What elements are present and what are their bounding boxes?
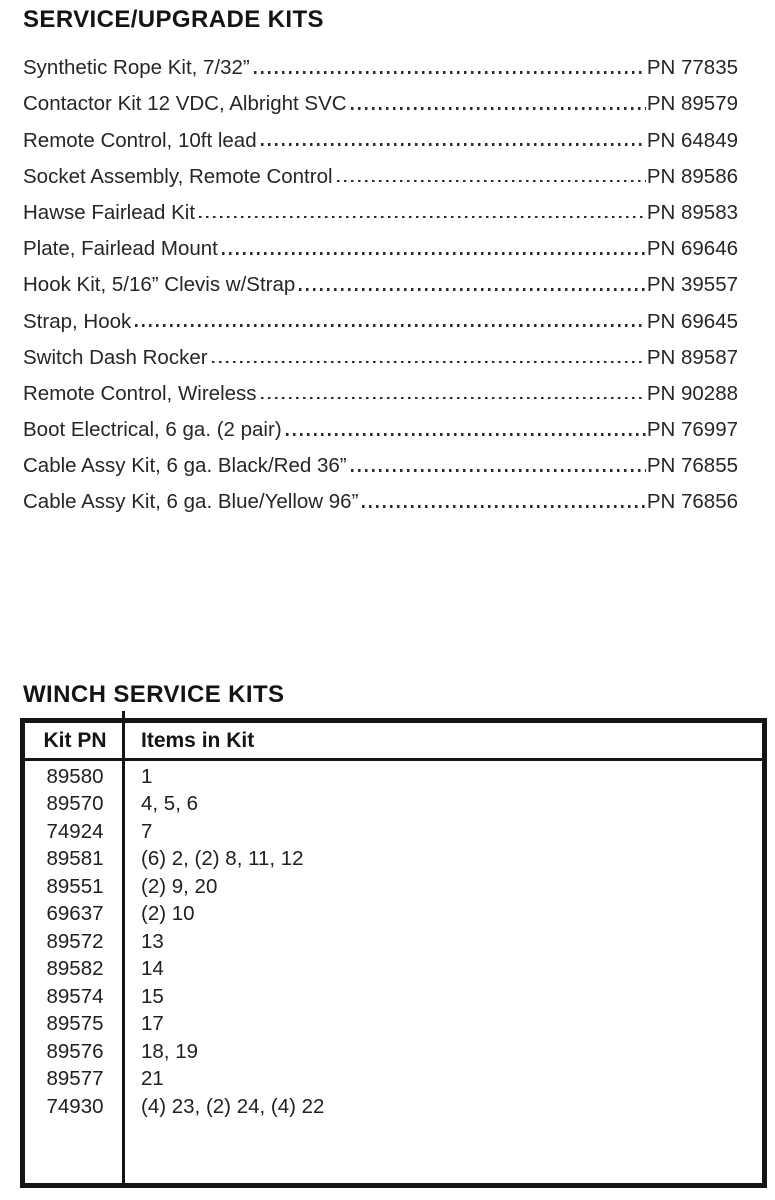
- kit-list-item: [23, 406, 738, 442]
- cell-kit-pn: 89572: [46, 929, 104, 953]
- cell-kit-pn: 74930: [46, 1094, 104, 1118]
- table-row: [25, 873, 762, 901]
- dot-leader: [286, 433, 646, 436]
- kit-part-number: PN 89583: [646, 200, 738, 224]
- cell-items: (2) 10: [141, 902, 195, 926]
- kit-list-item: [23, 44, 738, 80]
- cell-kit-pn: 89574: [46, 984, 104, 1008]
- service-upgrade-kits-title: SERVICE/UPGRADE KITS: [23, 6, 324, 33]
- cell-kit-pn: 89576: [46, 1039, 104, 1063]
- winch-service-kits-table: [20, 718, 767, 1188]
- kit-part-number: PN 76997: [646, 418, 738, 442]
- kit-name: Cable Assy Kit, 6 ga. Black/Red 36”: [23, 454, 347, 478]
- kit-list-item: [23, 370, 738, 406]
- kit-list-item: [23, 442, 738, 478]
- table-row: [25, 956, 762, 984]
- cell-items: (6) 2, (2) 8, 11, 12: [141, 847, 304, 871]
- cell-kit-pn: 89551: [46, 874, 104, 898]
- table-row: [25, 791, 762, 819]
- table-header-row: [25, 723, 762, 761]
- dot-leader: [337, 180, 646, 183]
- cell-kit-pn: 74924: [46, 819, 104, 843]
- kit-list-item: [23, 478, 738, 514]
- cell-kit-pn: 89575: [46, 1012, 104, 1036]
- cell-items: 7: [141, 819, 153, 843]
- cell-items: (2) 9, 20: [141, 874, 218, 898]
- winch-service-kits-title: WINCH SERVICE KITS: [23, 681, 285, 708]
- cell-items: 17: [141, 1012, 164, 1036]
- table-body: [25, 761, 762, 1121]
- kit-part-number: PN 69646: [646, 237, 738, 261]
- cell-items: 4, 5, 6: [141, 792, 198, 816]
- kit-list-item: [23, 334, 738, 370]
- dot-leader: [351, 469, 646, 472]
- table-row: [25, 1011, 762, 1039]
- table-row: [25, 928, 762, 956]
- kit-name: Remote Control, Wireless: [23, 381, 257, 405]
- cell-items: (4) 23, (2) 24, (4) 22: [141, 1094, 325, 1118]
- kit-name: Remote Control, 10ft lead: [23, 128, 257, 152]
- dot-leader: [135, 324, 646, 327]
- cell-items: 14: [141, 957, 164, 981]
- cell-kit-pn: 89582: [46, 957, 104, 981]
- table-row: [25, 901, 762, 929]
- kit-name: Switch Dash Rocker: [23, 345, 208, 369]
- table-row: [25, 818, 762, 846]
- kit-name: Boot Electrical, 6 ga. (2 pair): [23, 418, 282, 442]
- kit-list-item: [23, 116, 738, 152]
- cell-items: 15: [141, 984, 164, 1008]
- dot-leader: [212, 361, 646, 364]
- table-row: [25, 983, 762, 1011]
- kit-part-number: PN 76856: [646, 490, 738, 514]
- dot-leader: [299, 288, 646, 291]
- kit-part-number: PN 90288: [646, 381, 738, 405]
- kit-name: Hook Kit, 5/16” Clevis w/Strap: [23, 273, 296, 297]
- kit-name: Strap, Hook: [23, 309, 132, 333]
- dot-leader: [351, 107, 646, 110]
- table-row: [25, 1066, 762, 1094]
- cell-kit-pn: 69637: [46, 902, 104, 926]
- kit-part-number: PN 89587: [646, 345, 738, 369]
- dot-leader: [222, 252, 646, 255]
- table-row: [25, 1038, 762, 1066]
- table-row: [25, 1093, 762, 1121]
- kit-name: Cable Assy Kit, 6 ga. Blue/Yellow 96”: [23, 490, 359, 514]
- kit-part-number: PN 69645: [646, 309, 738, 333]
- cell-items: 21: [141, 1067, 164, 1091]
- table-row: [25, 763, 762, 791]
- kit-part-number: PN 76855: [646, 454, 738, 478]
- cell-kit-pn: 89577: [46, 1067, 104, 1091]
- service-upgrade-kits-list: [23, 44, 738, 514]
- dot-leader: [261, 397, 646, 400]
- kit-name: Socket Assembly, Remote Control: [23, 164, 333, 188]
- kit-list-item: [23, 153, 738, 189]
- header-cell-items-in-kit: Items in Kit: [141, 728, 255, 752]
- kit-name: Plate, Fairlead Mount: [23, 237, 218, 261]
- kit-name: Synthetic Rope Kit, 7/32”: [23, 56, 250, 80]
- kit-list-item: [23, 261, 738, 297]
- kit-list-item: [23, 225, 738, 261]
- kit-list-item: [23, 297, 738, 333]
- kit-name: Contactor Kit 12 VDC, Albright SVC: [23, 92, 347, 116]
- kit-part-number: PN 89586: [646, 164, 738, 188]
- dot-leader: [254, 71, 646, 74]
- table-column-divider: [122, 711, 125, 1183]
- cell-kit-pn: 89580: [46, 764, 104, 788]
- kit-part-number: PN 89579: [646, 92, 738, 116]
- kit-part-number: PN 64849: [646, 128, 738, 152]
- kit-list-item: [23, 189, 738, 225]
- kit-list-item: [23, 80, 738, 116]
- cell-items: 18, 19: [141, 1039, 198, 1063]
- kit-name: Hawse Fairlead Kit: [23, 200, 196, 224]
- cell-kit-pn: 89581: [46, 847, 104, 871]
- kit-part-number: PN 77835: [646, 56, 738, 80]
- cell-items: 13: [141, 929, 164, 953]
- dot-leader: [199, 216, 646, 219]
- table-row: [25, 846, 762, 874]
- cell-items: 1: [141, 764, 153, 788]
- header-cell-kit-pn: Kit PN: [43, 728, 107, 752]
- dot-leader: [261, 143, 646, 146]
- dot-leader: [362, 505, 645, 508]
- kit-part-number: PN 39557: [646, 273, 738, 297]
- cell-kit-pn: 89570: [46, 792, 104, 816]
